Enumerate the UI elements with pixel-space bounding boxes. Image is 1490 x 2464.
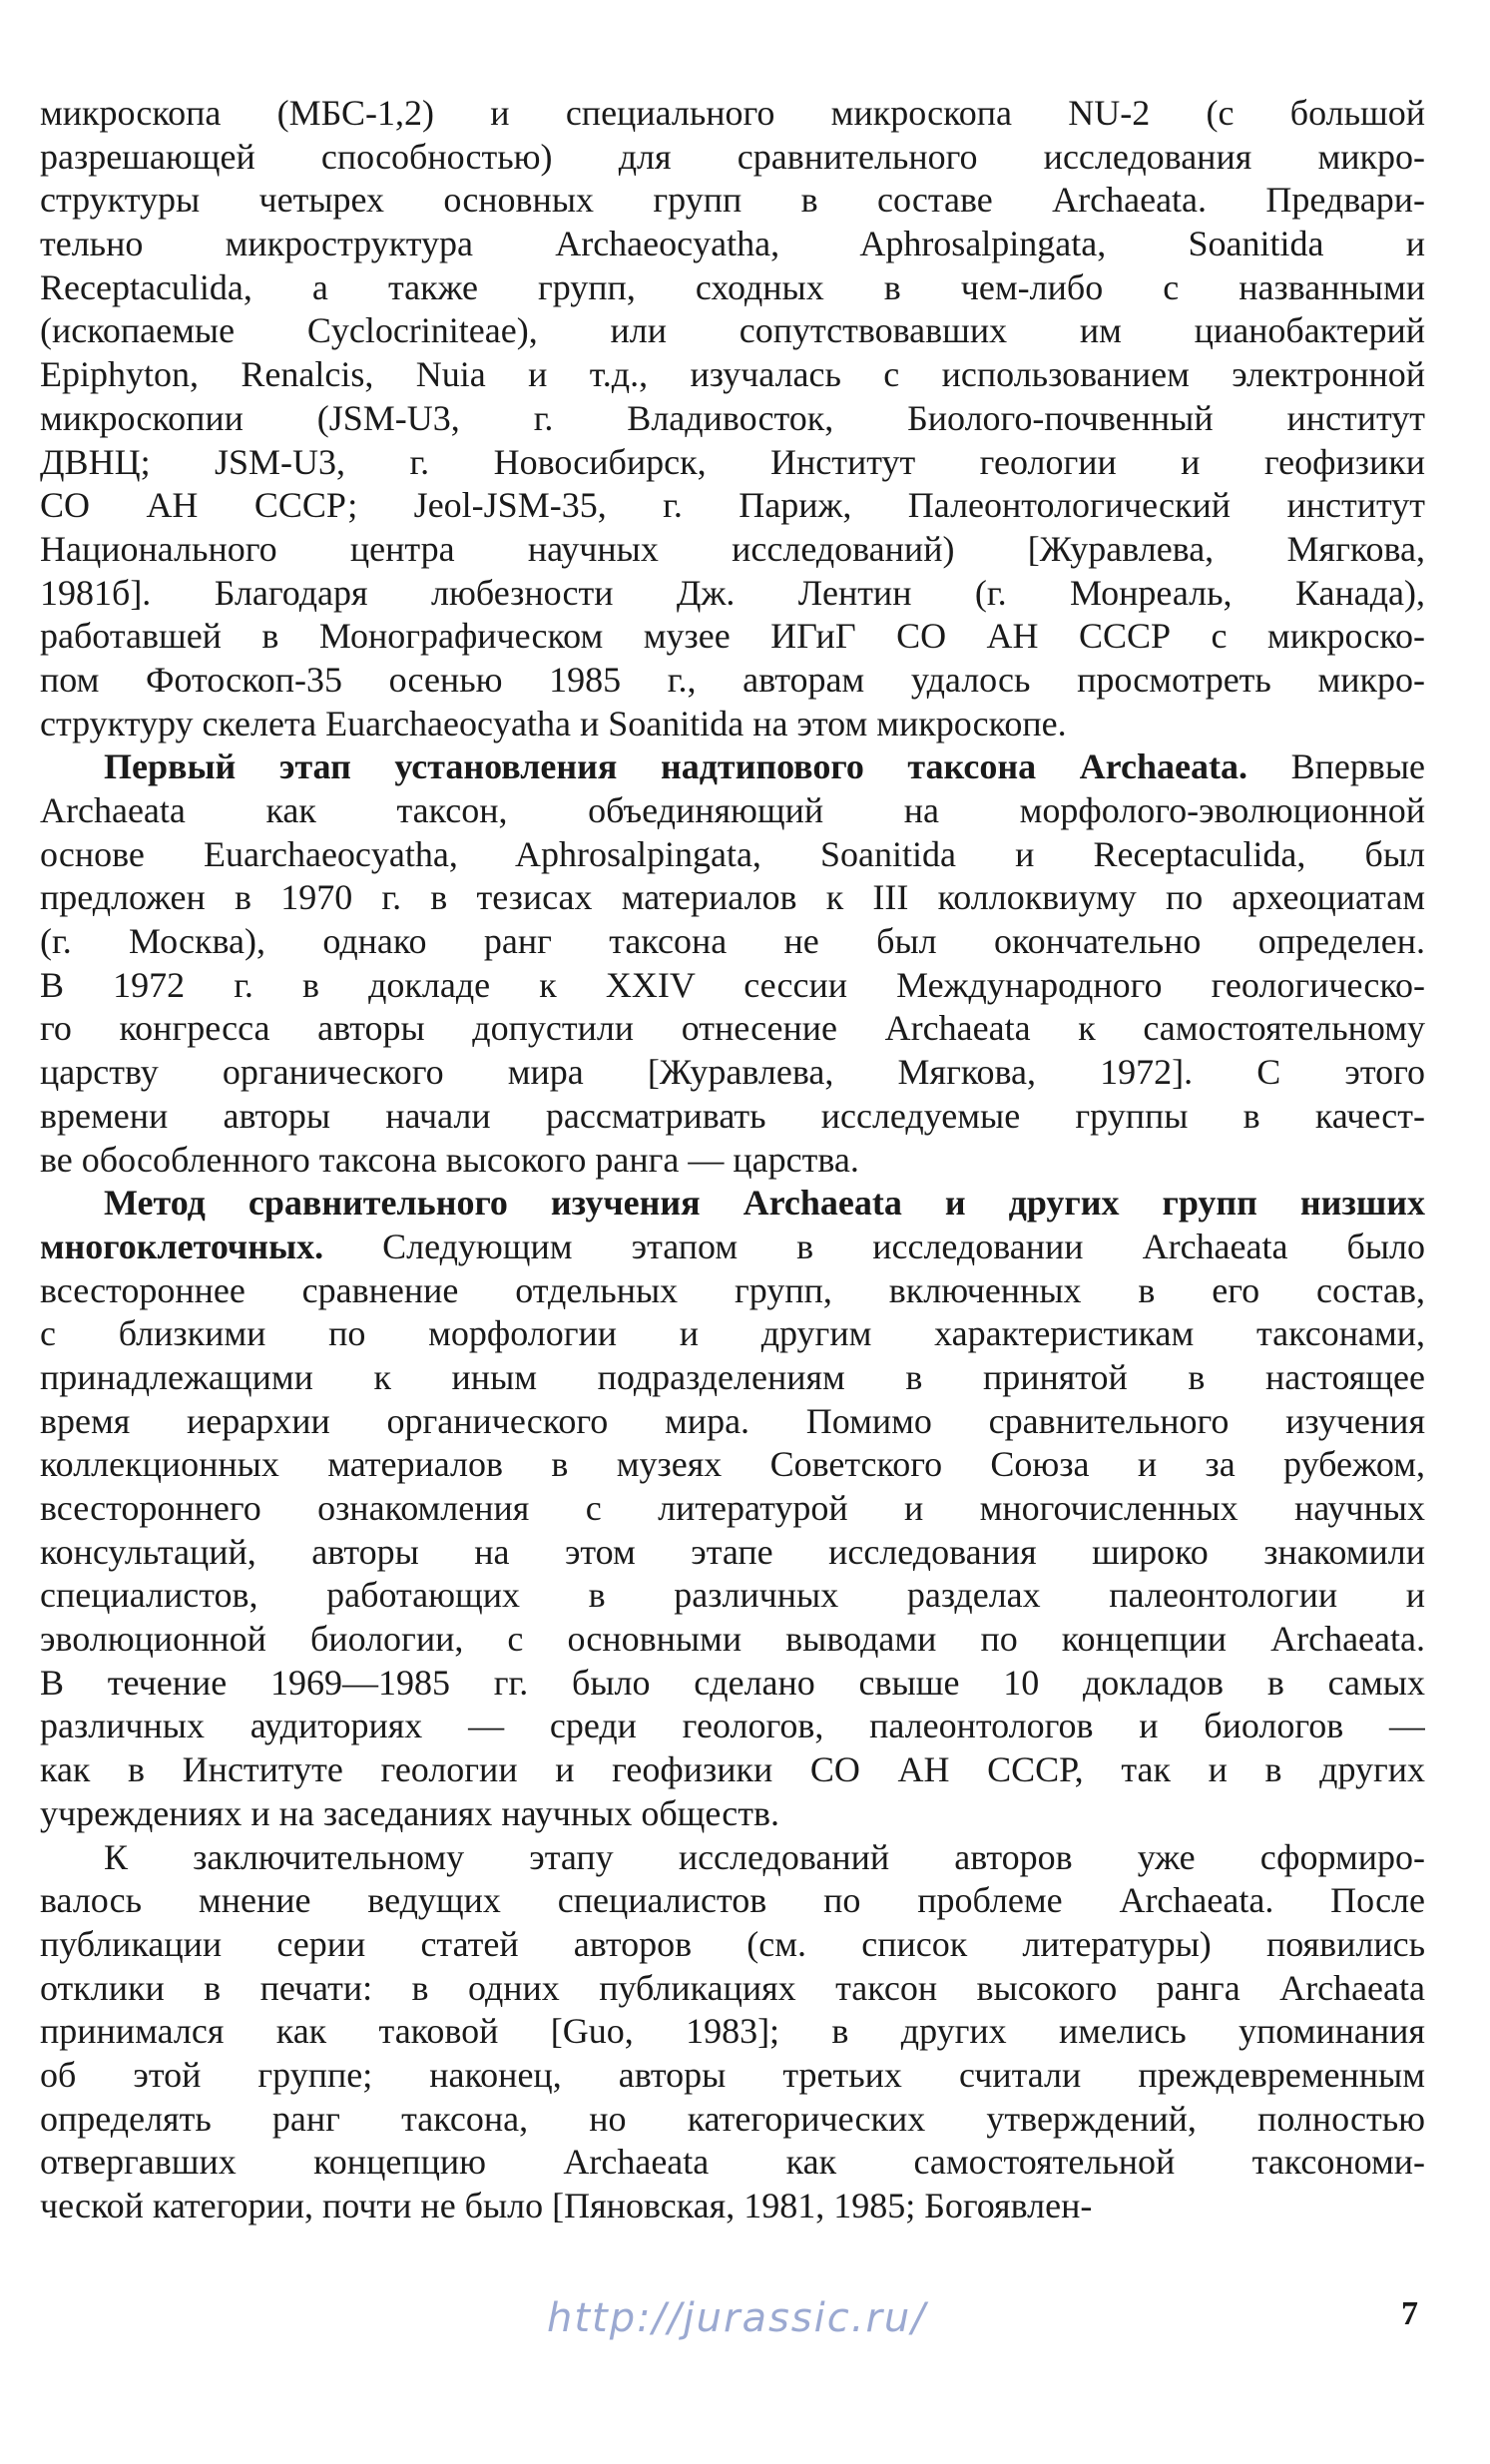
text-line	[40, 1312, 1425, 1356]
text-line	[40, 1662, 1425, 1706]
text-line	[40, 1356, 1425, 1400]
text-line	[40, 2054, 1425, 2098]
text-line	[40, 1443, 1425, 1487]
text-line	[40, 703, 1425, 746]
bold-heading: многоклеточных.	[40, 1226, 324, 1266]
body-text	[40, 92, 1425, 2228]
line-text: основе Euarchaeocyatha, Aphrosalpingata, Soanitida и Receptaculida, был	[40, 833, 1425, 874]
line-text: эволюционной биологии, с основными выводами по концепции Archaeata.	[40, 1619, 1425, 1660]
text-line	[40, 1836, 1425, 1880]
line-text: отклики в печати: в одних публикациях таксон высокого ранга Archaeata	[40, 1967, 1425, 2008]
line-text: всестороннего ознакомления с литературой и многочисленных научных	[40, 1488, 1425, 1528]
line-text: царству органического мира [Журавлева, Мягкова, 1972]. С этого	[40, 1052, 1425, 1093]
line-text: структуру скелета Euarchaeocyatha и Soanitida на этом микроскопе.	[40, 703, 1067, 743]
text-line	[40, 2185, 1425, 2228]
text-line	[40, 2141, 1425, 2185]
text-line	[40, 353, 1425, 397]
text-line	[40, 1705, 1425, 1748]
line-text: Впервые	[1246, 746, 1425, 787]
line-text: Archaeata как таксон, объединяющий на морфолого-эволюционной	[40, 790, 1425, 830]
text-line	[40, 2098, 1425, 2142]
line-text: всестороннее сравнение отдельных групп, включенных в его состав,	[40, 1269, 1425, 1310]
text-line	[40, 179, 1425, 223]
text-line	[40, 876, 1425, 920]
line-text: принадлежащими к иным подразделениям в принятой в настоящее	[40, 1356, 1425, 1397]
text-line	[40, 920, 1425, 964]
text-line	[40, 1400, 1425, 1444]
line-text: пом Фотоскоп-35 осенью 1985 г., авторам удалось просмотреть микро-	[40, 659, 1425, 700]
text-line	[40, 615, 1425, 659]
line-text: В 1972 г. в докладе к XXIV сессии Международного геологическо-	[40, 964, 1425, 1005]
text-line	[40, 441, 1425, 485]
line-text: валось мнение ведущих специалистов по проблеме Archaeata. После	[40, 1880, 1425, 1921]
line-text: работавшей в Монографическом музее ИГиГ СО АН СССР с микроско-	[40, 616, 1425, 657]
text-line	[40, 1792, 1425, 1836]
text-line	[40, 745, 1425, 789]
text-line	[40, 659, 1425, 703]
line-text: Национального центра научных исследований) [Журавлева, Мягкова,	[40, 528, 1425, 569]
text-line	[40, 528, 1425, 572]
text-line	[40, 1487, 1425, 1531]
text-line	[40, 572, 1425, 616]
line-text: микроскопа (МБС-1,2) и специального микроскопа NU-2 (с большой	[40, 93, 1425, 133]
line-text: коллекционных материалов в музеях Советского Союза и за рубежом,	[40, 1444, 1425, 1485]
text-line	[40, 397, 1425, 441]
text-line	[40, 1748, 1425, 1792]
line-text: ческой категории, почти не было [Пяновская, 1981, 1985; Богоявлен-	[40, 2186, 1093, 2225]
text-line	[40, 1226, 1425, 1269]
text-line	[40, 1051, 1425, 1095]
text-line	[40, 484, 1425, 528]
line-text: структуры четырех основных групп в составе Archaeata. Предвари-	[40, 180, 1425, 221]
line-text: учреждениях и на заседаниях научных обществ.	[40, 1792, 779, 1833]
bold-heading: Первый этап установления надтипового таксона Archaeata.	[104, 746, 1247, 787]
line-text: (ископаемые Cyclocriniteae), или сопутствовавших им цианобактерий	[40, 310, 1425, 351]
text-line	[40, 1531, 1425, 1575]
line-text: отвергавших концепцию Archaeata как самостоятельной таксономи-	[40, 2142, 1425, 2183]
line-text: ДВНЦ; JSM-U3, г. Новосибирск, Институт геологии и геофизики	[40, 441, 1425, 482]
line-text: Epiphyton, Renalcis, Nuia и т.д., изучалась с использованием электронной	[40, 354, 1425, 395]
line-text: (г. Москва), однако ранг таксона не был окончательно определен.	[40, 921, 1425, 962]
line-text: предложен в 1970 г. в тезисах материалов к III коллоквиуму по археоциатам	[40, 877, 1425, 918]
line-text: микроскопии (JSM-U3, г. Владивосток, Биолого-почвенный институт	[40, 397, 1425, 438]
line-text: как в Институте геологии и геофизики СО АН СССР, так и в других	[40, 1749, 1425, 1790]
text-line	[40, 1007, 1425, 1051]
line-text: К заключительному этапу исследований авторов уже сформиро-	[104, 1836, 1425, 1877]
line-text: ве обособленного таксона высокого ранга — царства.	[40, 1139, 859, 1180]
line-text: время иерархии органического мира. Помимо сравнительного изучения	[40, 1400, 1425, 1441]
line-text: разрешающей способностью) для сравнительного исследования микро-	[40, 136, 1425, 177]
line-text: определять ранг таксона, но категорических утверждений, полностью	[40, 2098, 1425, 2139]
text-line	[40, 266, 1425, 310]
text-line	[40, 833, 1425, 877]
text-line	[40, 136, 1425, 180]
text-line	[40, 789, 1425, 833]
line-text: В течение 1969—1985 гг. было сделано свыше 10 докладов в самых	[40, 1662, 1425, 1703]
line-text: различных аудиториях — среди геологов, палеонтологов и биологов —	[40, 1706, 1425, 1746]
line-text: консультаций, авторы на этом этапе исследования широко знакомили	[40, 1531, 1425, 1572]
text-line	[40, 309, 1425, 353]
text-line	[40, 1574, 1425, 1618]
line-text: публикации серии статей авторов (см. список литературы) появились	[40, 1923, 1425, 1964]
line-text: с близкими по морфологии и другим характеристикам таксонами,	[40, 1313, 1425, 1354]
text-line	[40, 223, 1425, 266]
line-text: об этой группе; наконец, авторы третьих считали преждевременным	[40, 2054, 1425, 2095]
watermark: http://jurassic.ru/	[547, 2295, 927, 2341]
line-text: тельно микроструктура Archaeocyatha, Aphrosalpingata, Soanitida и	[40, 224, 1425, 264]
text-line	[40, 2010, 1425, 2054]
text-line	[40, 1923, 1425, 1967]
line-text: Следующим этапом в исследовании Archaeata было	[323, 1226, 1425, 1266]
line-text: 1981б]. Благодаря любезности Дж. Лентин (г. Монреаль, Канада),	[40, 572, 1425, 613]
text-line	[40, 1182, 1425, 1226]
line-text: СО АН СССР; Jeol-JSM-35, г. Париж, Палеонтологический институт	[40, 485, 1425, 526]
line-text: Receptaculida, а также групп, сходных в чем-либо с названными	[40, 266, 1425, 307]
line-text: го конгресса авторы допустили отнесение Archaeata к самостоятельному	[40, 1008, 1425, 1049]
text-line	[40, 1095, 1425, 1139]
text-line	[40, 1967, 1425, 2011]
line-text: специалистов, работающих в различных разделах палеонтологии и	[40, 1575, 1425, 1616]
text-line	[40, 1879, 1425, 1923]
text-line	[40, 1618, 1425, 1662]
text-line	[40, 1139, 1425, 1183]
text-line	[40, 1269, 1425, 1313]
line-text: времени авторы начали рассматривать исследуемые группы в качест-	[40, 1095, 1425, 1136]
bold-heading: Метод сравнительного изучения Archaeata и других групп низших	[104, 1183, 1425, 1224]
page-number: 7	[1401, 2295, 1418, 2332]
line-text: принимался как таковой [Guo, 1983]; в других имелись упоминания	[40, 2011, 1425, 2052]
text-line	[40, 92, 1425, 136]
text-line	[40, 964, 1425, 1008]
